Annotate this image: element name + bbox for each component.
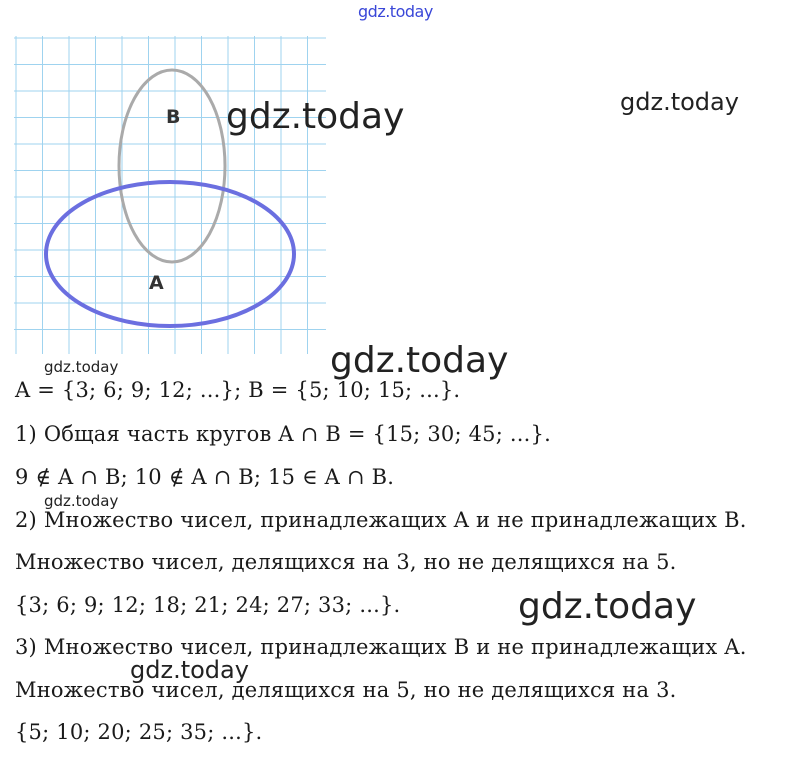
text-line-9: {5; 10; 20; 25; 35; ...}. bbox=[15, 720, 263, 744]
set-a-label: A bbox=[149, 272, 164, 294]
watermark-right: gdz.today bbox=[620, 88, 739, 116]
text-line-3: 9 ∉ A ∩ B; 10 ∉ A ∩ B; 15 ∈ A ∩ B. bbox=[15, 465, 395, 489]
venn-diagram bbox=[14, 36, 328, 358]
set-a-ellipse bbox=[46, 182, 294, 326]
text-line-8: Множество чисел, делящихся на 5, но не делящихся на 3. bbox=[15, 678, 677, 702]
watermark-line6: gdz.today bbox=[518, 586, 697, 627]
set-b-label: B bbox=[166, 106, 181, 128]
text-line-2: 1) Общая часть кругов A ∩ B = {15; 30; 45; ...}. bbox=[15, 422, 551, 446]
grid-background bbox=[14, 36, 326, 354]
text-line-6: {3; 6; 9; 12; 18; 21; 24; 27; 33; ...}. bbox=[15, 593, 401, 617]
text-line-1: A = {3; 6; 9; 12; ...}; B = {5; 10; 15; ...}. bbox=[15, 378, 461, 402]
watermark-line3: gdz.today bbox=[44, 492, 119, 510]
watermark-line7: gdz.today bbox=[130, 656, 249, 684]
set-b-ellipse bbox=[119, 70, 225, 262]
text-line-4: 2) Множество чисел, принадлежащих A и не принадлежащих B. bbox=[15, 508, 747, 532]
watermark-top: gdz.today bbox=[358, 2, 433, 21]
text-line-5: Множество чисел, делящихся на 3, но не делящихся на 5. bbox=[15, 550, 677, 574]
text-line-7: 3) Множество чисел, принадлежащих B и не принадлежащих A. bbox=[15, 635, 747, 659]
watermark-venn: gdz.today bbox=[226, 96, 405, 137]
watermark-mid: gdz.today bbox=[330, 340, 509, 381]
watermark-grid-small: gdz.today bbox=[44, 358, 119, 376]
